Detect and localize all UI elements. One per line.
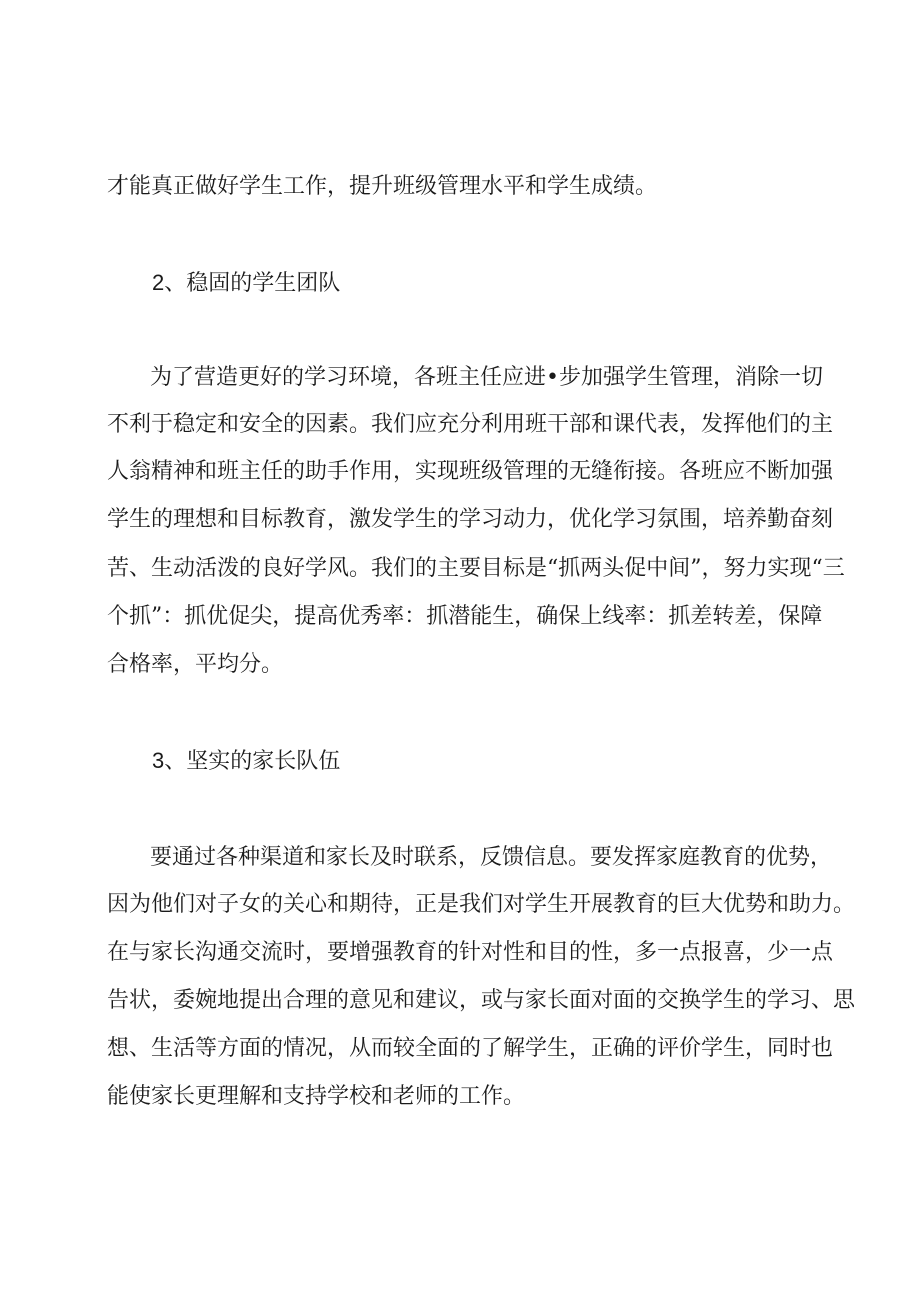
paragraph-line: 为了营造更好的学习环境，各班主任应进•步加强学生管理，消除一切 (150, 365, 823, 390)
paragraph-line: 在与家长沟通交流时，要增强教育的针对性和目的性，多一点报喜，少一点 (107, 940, 834, 965)
paragraph-line: 因为他们对子女的关心和期待，正是我们对学生开展教育的巨大优势和助力。 (107, 892, 856, 917)
section-2-heading (152, 268, 340, 299)
section-3-heading (152, 746, 340, 777)
section-3-title: 、坚实的家长队伍 (164, 749, 341, 774)
paragraph-line: 不利于稳定和安全的因素。我们应充分利用班干部和课代表，发挥他们的主 (107, 412, 834, 437)
paragraph-line: 人翁精神和班主任的助手作用，实现班级管理的无缝衔接。各班应不断加强 (107, 459, 834, 484)
intro-line: 才能真正做好学生工作，提升班级管理水平和学生成绩。 (107, 174, 658, 199)
paragraph-line: 合格率，平均分。 (107, 652, 284, 677)
section-2-title: 、稳固的学生团队 (164, 271, 341, 296)
paragraph-line: 学生的理想和目标教育，激发学生的学习动力，优化学习氛围，培养勤奋刻 (107, 507, 834, 532)
paragraph-line: 告状，委婉地提出合理的意见和建议，或与家长面对面的交换学生的学习、思 (107, 988, 856, 1013)
section-3-number: 3 (152, 748, 165, 773)
section-2-number: 2 (152, 270, 165, 295)
paragraph-line: 想、生活等方面的情况，从而较全面的了解学生，正确的评价学生，同时也 (107, 1036, 834, 1061)
paragraph-line: 苦、生动活泼的良好学风。我们的主要目标是“抓两头促中间”，努力实现“三 (107, 556, 845, 581)
paragraph-line: 能使家长更理解和支持学校和老师的工作。 (107, 1084, 526, 1109)
paragraph-line: 要通过各种渠道和家长及时联系，反馈信息。要发挥家庭教育的优势， (150, 845, 833, 870)
paragraph-line: 个抓”：抓优促尖，提高优秀率：抓潜能生，确保上线率：抓差转差，保障 (107, 604, 823, 629)
